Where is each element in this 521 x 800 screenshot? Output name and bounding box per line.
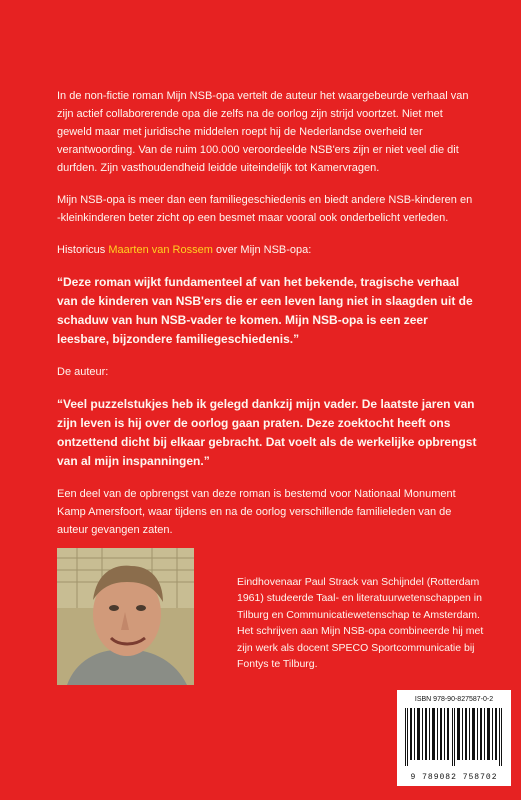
author-portrait-illustration [57,548,194,685]
donation-note: Een deel van de opbrengst van deze roman is bestemd voor Nationaal Monument Kamp Amersfoort, waar tijdens en na de oorlog verschillende familieleden van de auteur gevangen zaten. [57,488,456,536]
isbn-label: ISBN 978-90-827587-0-2 [414,696,494,703]
historian-intro-before: Historicus [57,244,109,256]
author-quote: “Veel puzzelstukjes heb ik gelegd dankzij mijn vader. De laatste jaren van zijn leven is hij over de oorlog gaan praten. Deze zoektocht heeft ons ontzettend dicht bij elkaar gebracht. Dat voelt als de werkelijke opbrengst van al mijn inspanningen.” [57,397,477,468]
description-paragraph-2: Mijn NSB-opa is meer dan een familiegeschiedenis en biedt andere NSB-kinderen en -kleinkinderen beter zicht op een besmet maar vooral ook onderbelicht verleden. [57,194,473,224]
barcode-bars [403,708,505,766]
author-bio: Eindhovenaar Paul Strack van Schijndel (Rotterdam 1961) studeerde Taal- en literatuurwetenschappen in Tilburg en Communicatiewetenschap te Amsterdam. Het schrijven aan Mijn NSB-opa combineerde hij met zijn werk als docent SPECO Sportcommunicatie bij Fontys te Tilburg. [237,576,484,671]
author-photo [57,548,194,685]
isbn-barcode [397,690,511,786]
historian-name: Maarten van Rossem [108,244,213,256]
historian-intro [57,241,477,259]
description-paragraph-1: In de non-fictie roman Mijn NSB-opa vertelt de auteur het waargebeurde verhaal van zijn actief collaborerende opa die zelfs na de oorlog zijn strijd voortzet. Niet met geweld maar met juridische middelen roept hij de Nederlandse overheid ter verantwoording. Van de ruim 100.000 veroordeelde NSB'ers zijn er niet veel die dit durfden. Zijn vasthoudendheid leidde uiteindelijk tot Kamervragen. [57,90,469,174]
author-quote-intro: De auteur: [57,366,109,378]
back-cover-copy [57,87,477,553]
historian-intro-after: over Mijn NSB-opa: [212,244,312,256]
isbn-digits: 9 789082 758702 [410,773,498,782]
historian-quote: “Deze roman wijkt fundamenteel af van het bekende, tragische verhaal van de kinderen van NSB'ers die er een leven lang niet in slaagden uit de schaduw van hun NSB-vader te komen. Mijn NSB-opa is een zeer leesbare, bijzondere familiegeschiedenis.” [57,275,473,346]
